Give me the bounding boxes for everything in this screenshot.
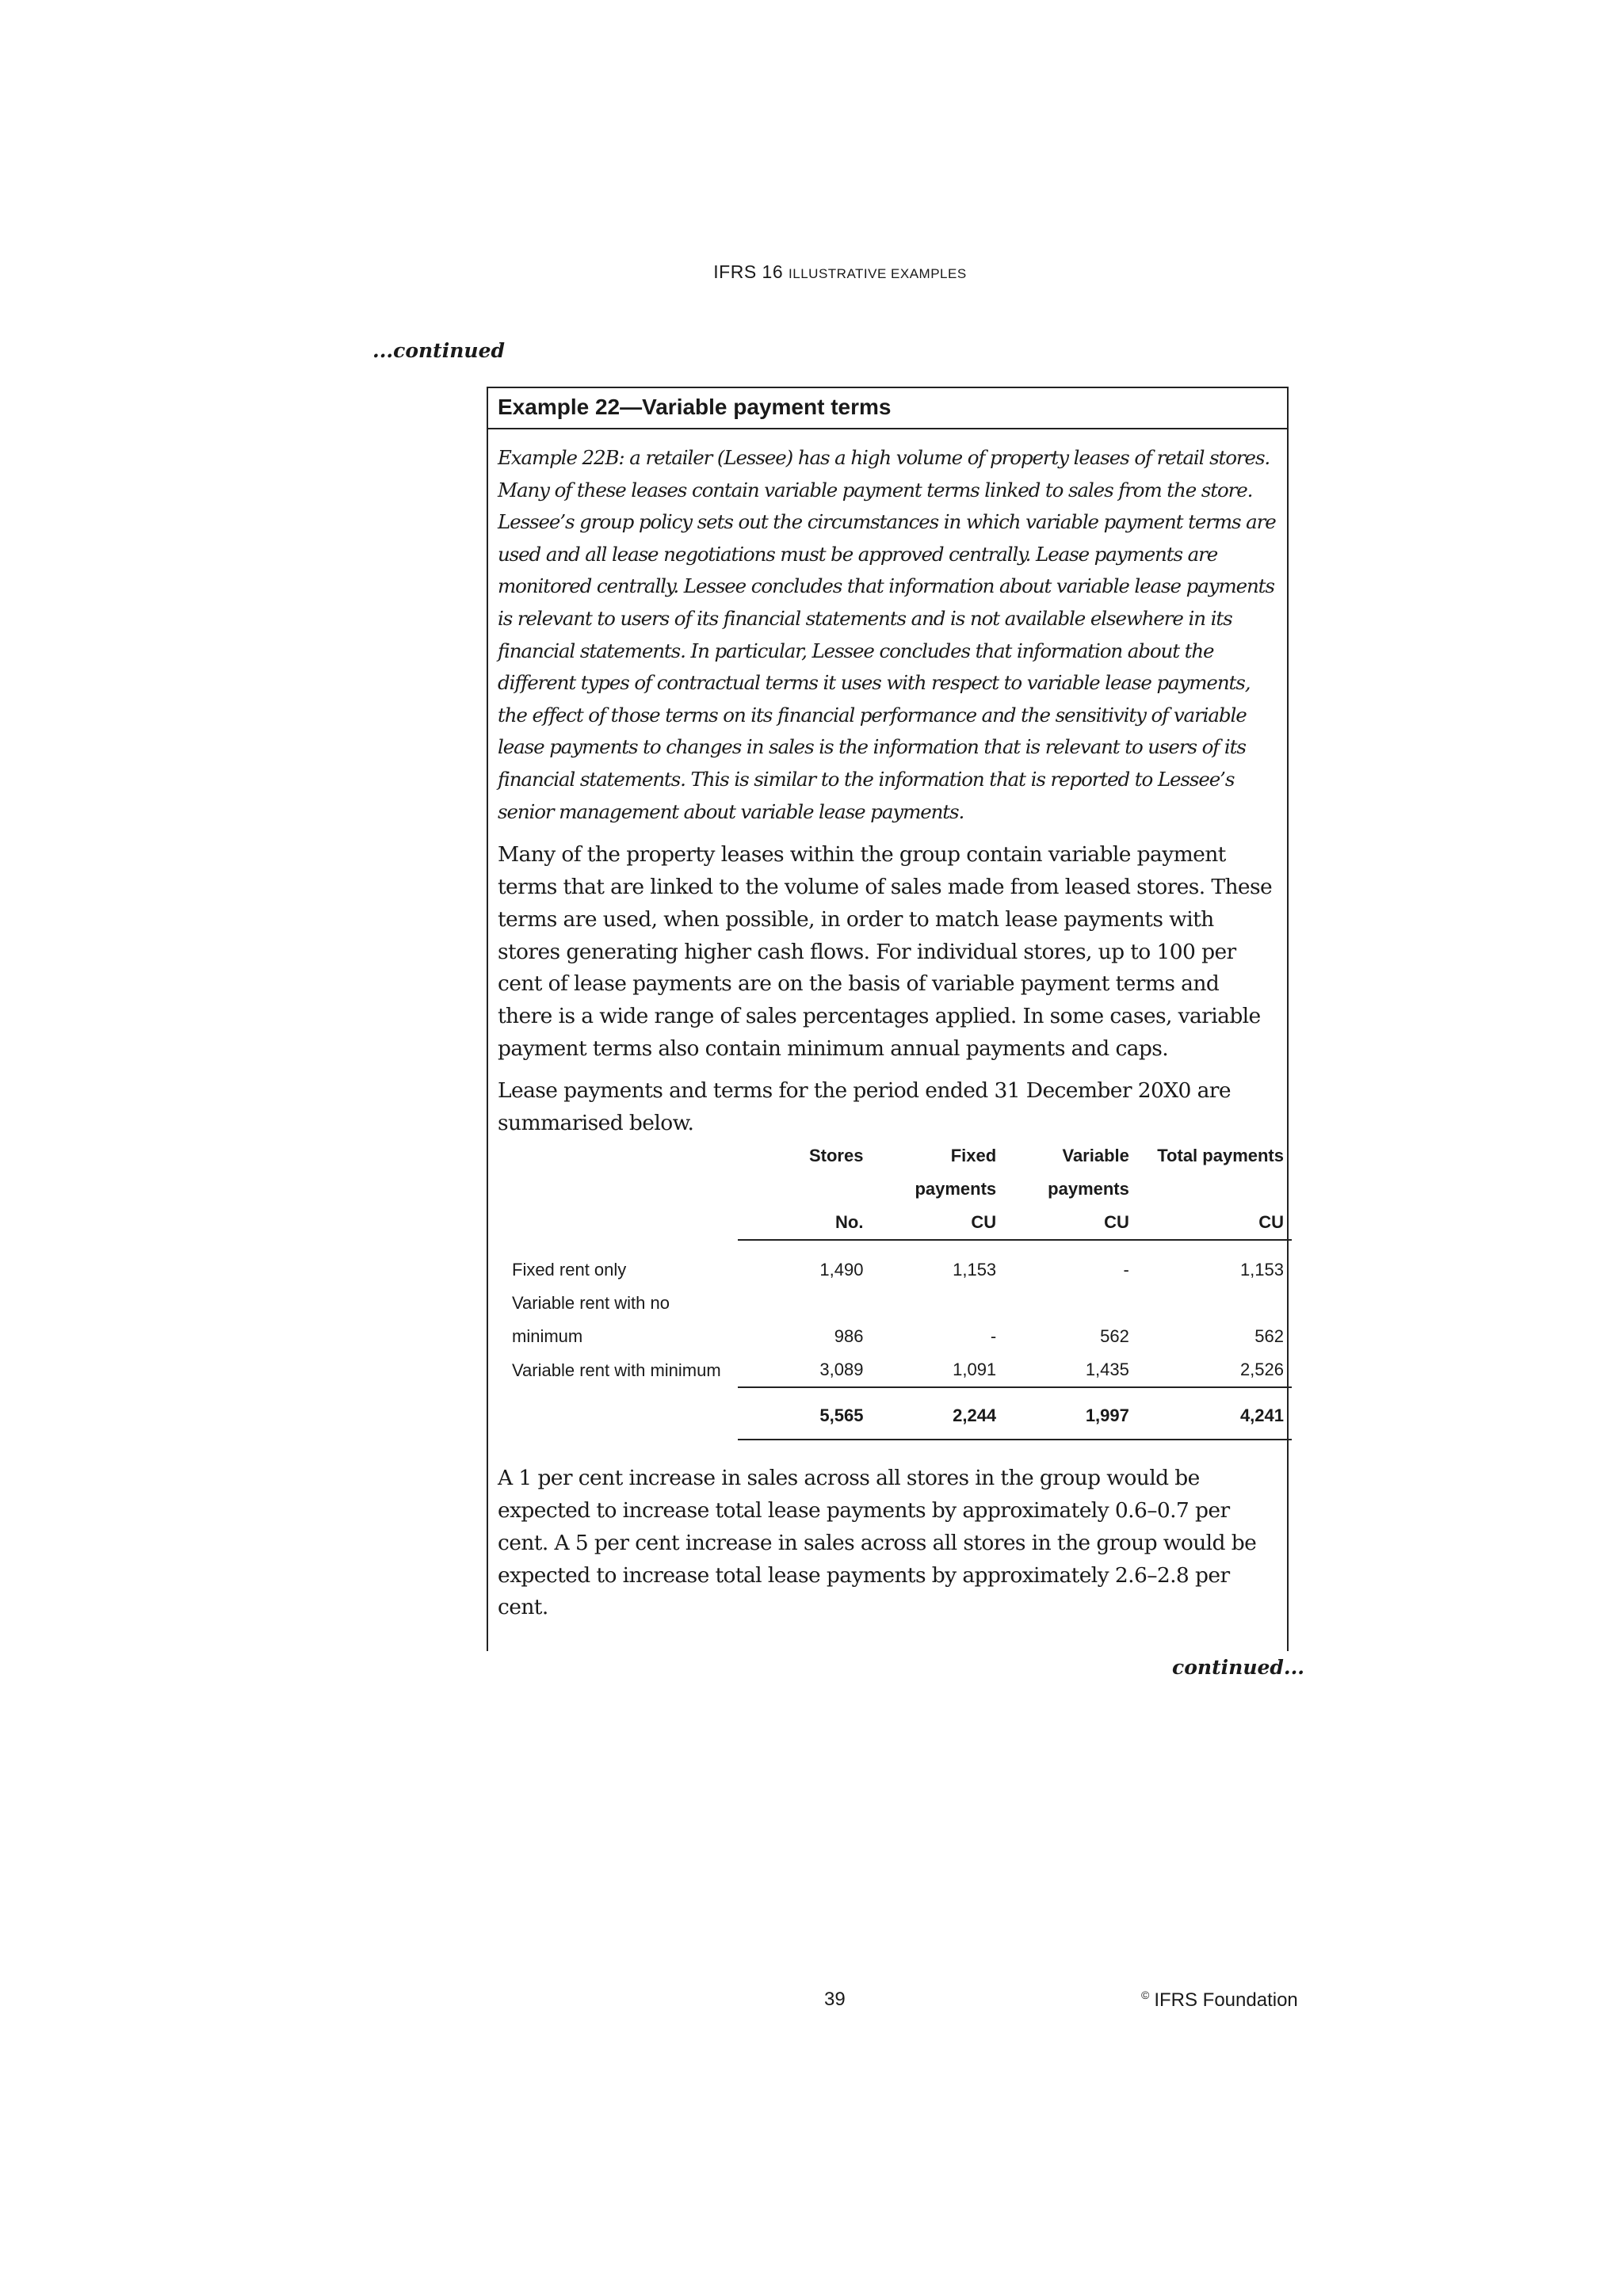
example-intro: Example 22B: a retailer (Lessee) has a high volume of property leases of retail stores. Many of these leases contain variable payment terms linked to sales from the store. Lessee’s group policy sets out the circumstances in which variable payment terms are used and all lease negotiations must be approved centrally. Lease payments are monitored centrally. Lessee concludes that information about variable lease payments is relevant to users of its financial statements and is not available elsewhere in its financial statements. In particular, Lessee concludes that information about the different types of contractual terms it uses with respect to variable lease payments, the effect of those terms on its financial performance and the sensitivity of variable lease payments to changes in sales is the information that is relevant to users of its financial statements. This is similar to the information that is reported to Lessee’s senior management about variable lease payments. [498, 446, 1276, 823]
table-row [502, 1240, 1292, 1287]
example-body [488, 429, 1287, 1624]
total-total: 4,241 [1137, 1387, 1292, 1440]
header-variable-line2: payments [1048, 1179, 1129, 1199]
cell-stores: 3,089 [819, 1360, 864, 1380]
paragraph-table-intro: Lease payments and terms for the period ended 31 December 20X0 are summarised below. [498, 1077, 1231, 1135]
total-fixed: 2,244 [871, 1387, 1004, 1440]
table-header-row [502, 1139, 1292, 1173]
header-fixed-line2: payments [915, 1179, 997, 1199]
unit-total: CU [1137, 1206, 1292, 1240]
running-header [0, 261, 1623, 283]
page-number: 39 [824, 1989, 846, 2010]
table-units-row [502, 1206, 1292, 1240]
row-label: Fixed rent only [512, 1259, 627, 1280]
cell-variable: 1,435 [1085, 1360, 1129, 1380]
table-row [502, 1320, 1292, 1353]
copyright-text: IFRS Foundation [1154, 1989, 1298, 2011]
header-variable: Variable [1062, 1146, 1129, 1166]
cell-fixed: - [990, 1326, 997, 1347]
cell-total: 2,526 [1239, 1360, 1284, 1380]
header-total: Total payments [1157, 1146, 1284, 1166]
total-stores: 5,565 [738, 1387, 871, 1440]
paragraph-sensitivity: A 1 per cent increase in sales across all stores in the group would be expected to increase total lease payments by approximately 0.6–0.7 per cent. A 5 per cent increase in sales across all stores in the group would be expected to increase total lease payments by approximately 2.6–2.8 per cent. [498, 1466, 1257, 1620]
row-label-cont: minimum [512, 1326, 583, 1347]
header-fixed: Fixed [950, 1146, 997, 1166]
total-variable: 1,997 [1004, 1387, 1137, 1440]
cell-stores: 1,490 [819, 1260, 864, 1280]
cell-variable: - [1123, 1260, 1129, 1280]
example-title: Example 22—Variable payment terms [488, 388, 1287, 429]
header-title: ILLUSTRATIVE EXAMPLES [789, 266, 967, 281]
header-stores: Stores [808, 1146, 864, 1166]
lease-payments-table [502, 1139, 1292, 1440]
cell-fixed: 1,091 [953, 1360, 997, 1380]
example-box [487, 387, 1289, 1651]
header-standard: IFRS 16 [713, 261, 784, 282]
cell-stores: 986 [834, 1326, 864, 1347]
continued-bottom-label: continued... [1172, 1656, 1304, 1679]
table-total-row [502, 1387, 1292, 1440]
unit-variable: CU [1004, 1206, 1137, 1240]
table-header-row [502, 1173, 1292, 1206]
table-row [502, 1287, 1292, 1320]
footer-copyright [1141, 1989, 1298, 2012]
continued-top-label: ...continued [372, 339, 505, 362]
cell-total: 562 [1254, 1326, 1284, 1347]
copyright-symbol: © [1141, 1989, 1150, 2001]
cell-total: 1,153 [1239, 1260, 1284, 1280]
paragraph-variable-terms: Many of the property leases within the group contain variable payment terms that are linked to the volume of sales made from leased stores. These terms are used, when possible, in order to match lease payments with stores generating higher cash flows. For individual stores, up to 100 per cent of lease payments are on the basis of variable payment terms and there is a wide range of sales percentages applied. In some cases, variable payment terms also contain minimum annual payments and caps. [498, 842, 1273, 1061]
unit-stores: No. [738, 1206, 871, 1240]
row-label: Variable rent with minimum [512, 1360, 721, 1380]
table-row [502, 1353, 1292, 1387]
unit-fixed: CU [871, 1206, 1004, 1240]
cell-variable: 562 [1100, 1326, 1129, 1347]
row-label: Variable rent with no [512, 1293, 670, 1314]
cell-fixed: 1,153 [953, 1260, 997, 1280]
